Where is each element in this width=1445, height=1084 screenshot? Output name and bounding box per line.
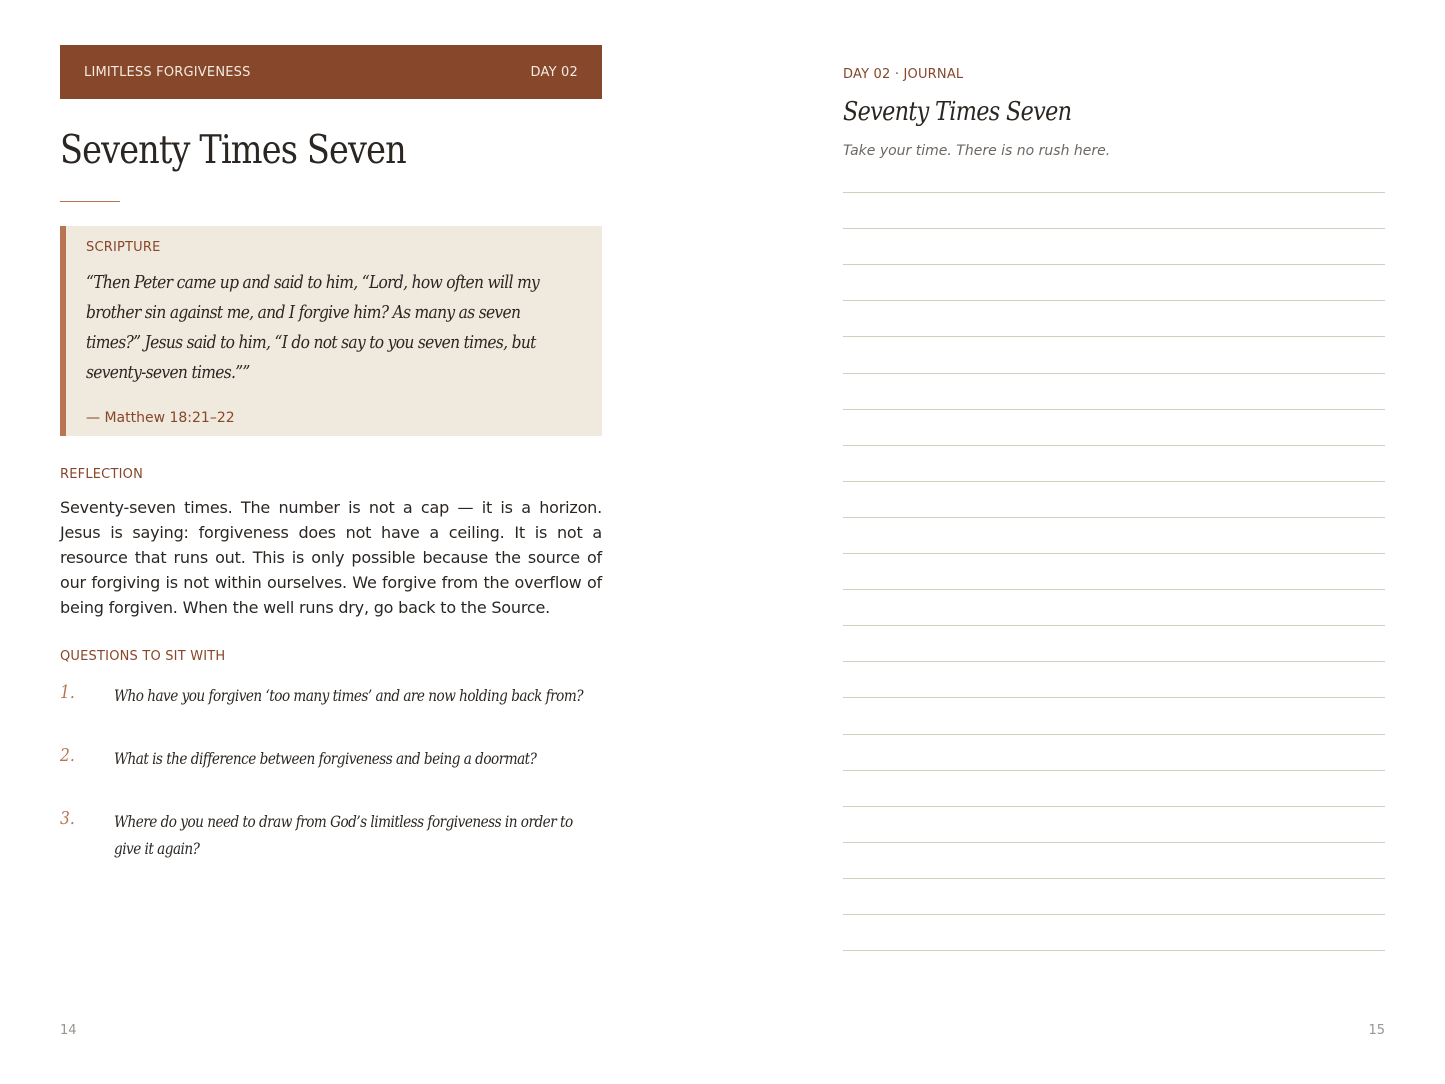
question-text: Where do you need to draw from God’s limitless forgiveness in order to give it again?: [114, 812, 573, 858]
scripture-block: [60, 226, 602, 436]
journal-line: [843, 697, 1385, 698]
day-label: DAY 02: [530, 64, 578, 80]
journal-title: Seventy Times Seven: [843, 97, 1072, 127]
journal-line: [843, 264, 1385, 265]
page-number-left: 14: [60, 1023, 77, 1038]
journal-line: [843, 770, 1385, 771]
journal-line: [843, 806, 1385, 807]
scripture-label: SCRIPTURE: [86, 240, 161, 255]
left-page: [0, 0, 722, 1084]
title-divider: [60, 201, 120, 202]
journal-line: [843, 373, 1385, 374]
question-number: 3.: [60, 808, 75, 829]
page-number-right: 15: [1368, 1023, 1385, 1038]
journal-line: [843, 734, 1385, 735]
journal-line: [843, 661, 1385, 662]
reflection-text: Seventy-seven times. The number is not a cap — it is a horizon. Jesus is saying: forgiveness does not have a ceiling. It is not a resource that runs out. This is only possible because the source of our forgiving is not within ourselves. We forgive from the overflow of being forgiven. When the well runs dry, go back to the Source.: [60, 498, 602, 617]
questions-label: QUESTIONS TO SIT WITH: [60, 649, 226, 664]
day-banner: [60, 45, 602, 99]
page-title: Seventy Times Seven: [60, 128, 406, 173]
question-text: Who have you forgiven ‘too many times’ and are now holding back from?: [114, 686, 584, 705]
journal-line: [843, 445, 1385, 446]
journal-eyebrow: DAY 02 · JOURNAL: [843, 67, 964, 82]
journal-line: [843, 228, 1385, 229]
journal-line: [843, 878, 1385, 879]
journal-line: [843, 589, 1385, 590]
question-number: 1.: [60, 682, 75, 703]
journal-line: [843, 409, 1385, 410]
question-number: 2.: [60, 745, 75, 766]
journal-line: [843, 481, 1385, 482]
right-page: [722, 0, 1445, 1084]
journal-subtitle: Take your time. There is no rush here.: [843, 143, 1111, 159]
question-text: What is the difference between forgiveness and being a doormat?: [114, 749, 537, 768]
journal-line: [843, 625, 1385, 626]
journal-line: [843, 553, 1385, 554]
journal-line: [843, 336, 1385, 337]
journal-line: [843, 300, 1385, 301]
journal-line: [843, 842, 1385, 843]
journal-line: [843, 950, 1385, 951]
scripture-reference: — Matthew 18:21–22: [86, 410, 235, 426]
scripture-quote: “Then Peter came up and said to him, “Lord, how often will my brother sin against me, and I forgive him? As many as seven times?” Jesus said to him, “I do not say to you seven times, but seventy-seven times.””: [86, 272, 540, 383]
reflection-label: REFLECTION: [60, 467, 143, 482]
series-title: LIMITLESS FORGIVENESS: [84, 64, 251, 80]
journal-line: [843, 192, 1385, 193]
journal-line: [843, 914, 1385, 915]
journal-line: [843, 517, 1385, 518]
